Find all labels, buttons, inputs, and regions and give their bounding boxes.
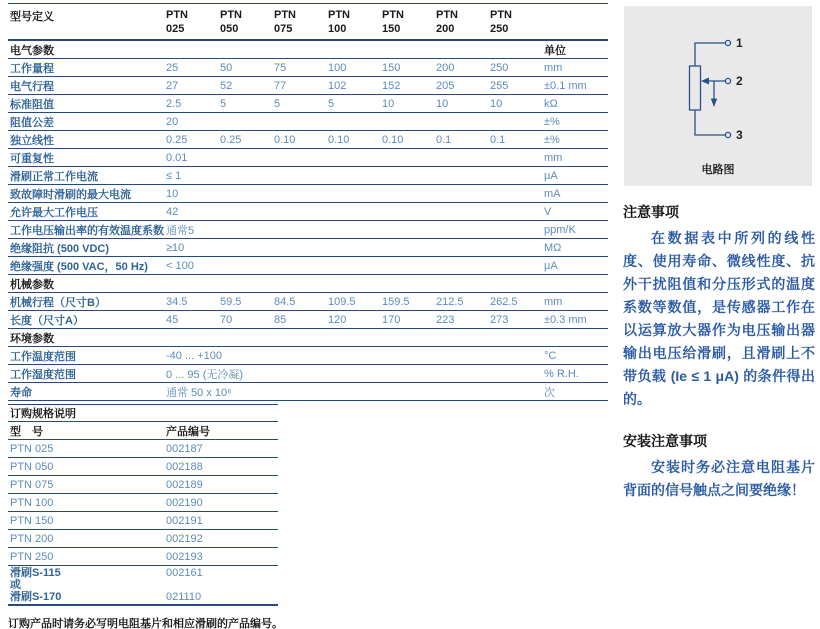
spec-value-cell: 0.10 [328, 133, 350, 146]
spec-value-cell: 2.5 [166, 97, 182, 110]
spec-data-row [8, 383, 608, 401]
brush-model-line3: 滑刷S-170 [10, 591, 62, 603]
model-number: 100 [328, 23, 347, 35]
spec-data-row [8, 221, 608, 239]
spec-value-cell: 5 [220, 97, 227, 110]
notes-heading: 注意事项 [623, 204, 679, 220]
order-code-cell: 002190 [166, 496, 203, 509]
model-prefix: PTN [274, 9, 296, 21]
spec-value-cell: 5 [328, 97, 335, 110]
spec-table-body [8, 41, 608, 401]
spec-row-label: 电气参数 [10, 44, 54, 57]
spec-value-cell: 120 [328, 313, 347, 326]
model-prefix: PTN [328, 9, 350, 21]
brush-model-line1: 滑刷S-115 [10, 567, 61, 579]
spec-data-row [8, 365, 608, 383]
spec-row-label: 绝缘强度 (500 VAC，50 Hz) [10, 260, 148, 273]
order-col-model-header: 型 号 [10, 425, 43, 438]
model-prefix: PTN [382, 9, 404, 21]
spec-value-cell: 10 [436, 97, 449, 110]
spec-data-row [8, 59, 608, 77]
spec-value-cell: 70 [220, 313, 233, 326]
order-table [8, 404, 278, 606]
spec-value-cell: 0.01 [166, 151, 188, 164]
spec-value-cell: 159.5 [382, 295, 410, 308]
order-table-row [8, 512, 278, 530]
model-prefix: PTN [166, 9, 188, 21]
spec-data-row [8, 347, 608, 365]
spec-row-label: 标准阻值 [10, 98, 54, 111]
circuit-caption: 电路图 [701, 164, 735, 176]
spec-value-cell: 10 [490, 97, 503, 110]
spec-value-cell: 255 [490, 79, 509, 92]
model-header-150 [382, 8, 436, 36]
spec-value-cell: -40 ... +100 [166, 349, 222, 362]
brush-code-2: 021110 [166, 591, 202, 603]
unit-column-header: 单位 [544, 44, 566, 57]
brush-code-spacer [166, 579, 278, 591]
notes-body: 在数据表中所列的线性度、使用寿命、微线性度、抗外干扰阻值和分压形式的温度系数等数值，是传感器工作在以运算放大器作为电压输出器输出电压给滑刷，且滑刷上不带负载 (Ie ≤ 1 μA) 的条件得出的。 [623, 230, 815, 407]
model-header-075 [274, 8, 328, 36]
order-table-row [8, 494, 278, 512]
unit-cell: MΩ [544, 241, 562, 254]
spec-value-cell: 通常5 [166, 224, 195, 237]
spec-value-cell: 223 [436, 313, 455, 326]
unit-cell: 次 [544, 386, 555, 399]
order-model-cell: PTN 250 [10, 550, 54, 563]
unit-cell: mm [544, 295, 563, 308]
unit-cell: V [544, 205, 552, 218]
spec-value-cell: 85 [274, 313, 287, 326]
unit-cell: °C [544, 349, 557, 362]
terminal-1-label: 1 [736, 36, 743, 50]
order-model-cell: PTN 200 [10, 532, 54, 545]
brush-model-cell [8, 567, 166, 603]
spec-table-header-row [8, 4, 608, 41]
order-model-cell: PTN 075 [10, 478, 54, 491]
order-table-row [8, 476, 278, 494]
spec-value-cell: 0.25 [220, 133, 242, 146]
brush-model-line2: 或 [10, 579, 21, 591]
unit-cell: mm [544, 151, 563, 164]
unit-cell: μA [544, 259, 558, 272]
spec-data-row [8, 131, 608, 149]
unit-cell: ppm/K [544, 223, 576, 236]
model-header-100 [328, 8, 382, 36]
spec-value-cell: 34.5 [166, 295, 188, 308]
model-number: 075 [274, 23, 293, 35]
spec-row-label: 允许最大工作电压 [10, 206, 98, 219]
install-notes-body: 安装时务必注意电阻基片背面的信号触点之间要绝缘！ [623, 459, 815, 498]
order-row-brush [8, 566, 278, 606]
model-header-050 [220, 8, 274, 36]
order-code-cell: 002192 [166, 532, 203, 545]
order-code-cell: 002188 [166, 460, 203, 473]
spec-value-cell: 5 [274, 97, 281, 110]
spec-value-cell: 273 [490, 313, 509, 326]
spec-value-cell: 0.25 [166, 133, 188, 146]
unit-cell: ±% [544, 115, 560, 128]
spec-data-row [8, 293, 608, 311]
model-header-025 [166, 8, 220, 36]
spec-value-cell: ≤ 1 [166, 169, 182, 182]
spec-table [8, 3, 608, 401]
spec-section-row [8, 329, 608, 347]
spec-row-label: 独立线性 [10, 134, 54, 147]
brush-code-1: 002161 [166, 567, 203, 579]
spec-data-row [8, 95, 608, 113]
order-model-cell: PTN 100 [10, 496, 54, 509]
notes-section [623, 202, 815, 522]
model-number: 025 [166, 23, 185, 35]
spec-value-cell: 20 [166, 115, 179, 128]
spec-value-cell: 102 [328, 79, 347, 92]
unit-cell: mA [544, 187, 561, 200]
spec-value-cell: 150 [382, 61, 401, 74]
order-table-row [8, 548, 278, 566]
unit-cell: μA [544, 169, 558, 182]
spec-value-cell: 0.10 [382, 133, 404, 146]
spec-row-label: 工作温度范围 [10, 350, 76, 363]
terminal-3-label: 3 [736, 128, 743, 142]
spec-value-cell: 50 [220, 61, 233, 74]
order-table-body [8, 440, 278, 566]
circuit-diagram-box [624, 6, 812, 186]
model-header-200 [436, 8, 490, 36]
spec-row-label: 滑刷正常工作电流 [10, 170, 98, 183]
model-prefix: PTN [490, 9, 512, 21]
spec-data-row [8, 149, 608, 167]
spec-value-cell: 205 [436, 79, 455, 92]
spec-value-cell: < 100 [166, 259, 194, 272]
spec-value-cell: 27 [166, 79, 179, 92]
spec-value-cell: 152 [382, 79, 401, 92]
spec-data-row [8, 77, 608, 95]
model-prefix: PTN [220, 9, 242, 21]
unit-cell: ±% [544, 133, 560, 146]
spec-value-cell: 200 [436, 61, 455, 74]
order-model-cell: PTN 025 [10, 442, 54, 455]
unit-cell: kΩ [544, 97, 558, 110]
spec-value-cell: 0.10 [274, 133, 296, 146]
spec-section-row [8, 41, 608, 59]
spec-value-cell: 0 ... 95 (无冷凝) [166, 368, 244, 381]
order-code-cell: 002191 [166, 514, 203, 527]
spec-row-label: 可重复性 [10, 152, 54, 165]
spec-row-label: 电气行程 [10, 80, 54, 93]
install-notes-heading: 安装注意事项 [623, 433, 707, 449]
spec-value-cell: 100 [328, 61, 347, 74]
order-code-cell: 002193 [166, 550, 203, 563]
order-table-row [8, 458, 278, 476]
spec-value-cell: 通常 50 x 10⁶ [166, 386, 232, 399]
order-table-header-row [8, 422, 278, 440]
spec-value-cell: 59.5 [220, 295, 242, 308]
order-col-code-header: 产品编号 [166, 425, 210, 438]
model-number: 250 [490, 23, 509, 35]
order-code-cell: 002187 [166, 442, 203, 455]
order-model-cell: PTN 050 [10, 460, 54, 473]
spec-value-cell: 77 [274, 79, 287, 92]
spec-value-cell: 25 [166, 61, 179, 74]
spec-data-row [8, 239, 608, 257]
spec-data-row [8, 167, 608, 185]
spec-value-cell: 212.5 [436, 295, 464, 308]
unit-cell: ±0.1 mm [544, 79, 587, 92]
spec-value-cell: 250 [490, 61, 509, 74]
brush-code-cell [166, 567, 278, 603]
potentiometer-schematic-icon [624, 6, 812, 156]
model-number: 200 [436, 23, 455, 35]
terminal-2-label: 2 [736, 74, 743, 88]
spec-row-label: 机械行程（尺寸B） [10, 296, 106, 309]
spec-value-cell: 10 [166, 187, 179, 200]
unit-cell: % R.H. [544, 367, 579, 380]
spec-data-row [8, 311, 608, 329]
spec-value-cell: 0.1 [490, 133, 506, 146]
order-table-title: 订购规格说明 [8, 405, 278, 422]
spec-value-cell: ≥10 [166, 241, 185, 254]
spec-value-cell: 84.5 [274, 295, 296, 308]
order-table-row [8, 530, 278, 548]
spec-value-cell: 45 [166, 313, 179, 326]
order-table-row [8, 440, 278, 458]
spec-row-label: 工作电压输出率的有效温度系数 [10, 224, 164, 237]
order-model-cell: PTN 150 [10, 514, 54, 527]
spec-value-cell: 75 [274, 61, 287, 74]
spec-row-label: 长度（尺寸A） [10, 314, 84, 327]
spec-row-label: 阻值公差 [10, 116, 54, 129]
spec-section-row [8, 275, 608, 293]
spec-value-cell: 42 [166, 205, 179, 218]
spec-row-label: 工作量程 [10, 62, 54, 75]
spec-table-corner-label: 型号定义 [10, 11, 54, 23]
spec-value-cell: 0.1 [436, 133, 452, 146]
spec-data-row [8, 257, 608, 275]
spec-value-cell: 52 [220, 79, 233, 92]
model-number: 150 [382, 23, 401, 35]
model-number: 050 [220, 23, 239, 35]
spec-row-label: 环境参数 [10, 332, 54, 345]
spec-row-label: 机械参数 [10, 278, 54, 291]
unit-cell: mm [544, 61, 563, 74]
spec-value-cell: 10 [382, 97, 395, 110]
spec-row-label: 致故障时滑刷的最大电流 [10, 188, 131, 201]
spec-value-cell: 170 [382, 313, 401, 326]
order-code-cell: 002189 [166, 478, 203, 491]
footer-ordering-note: 订购产品时请务必写明电阻基片和相应滑刷的产品编号。 [8, 618, 283, 629]
spec-row-label: 绝缘阻抗 (500 VDC) [10, 242, 110, 255]
spec-value-cell: 262.5 [490, 295, 518, 308]
unit-cell: ±0.3 mm [544, 313, 587, 326]
spec-data-row [8, 113, 608, 131]
model-prefix: PTN [436, 9, 458, 21]
model-header-250 [490, 8, 544, 36]
spec-value-cell: 109.5 [328, 295, 356, 308]
spec-row-label: 工作湿度范围 [10, 368, 76, 381]
spec-data-row [8, 185, 608, 203]
spec-data-row [8, 203, 608, 221]
spec-row-label: 寿命 [10, 386, 32, 399]
